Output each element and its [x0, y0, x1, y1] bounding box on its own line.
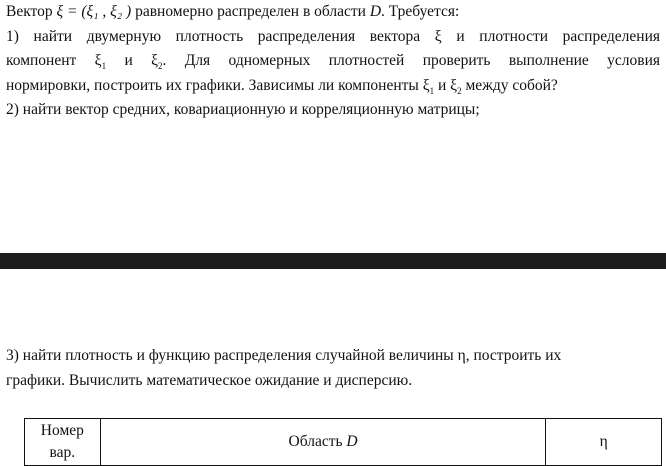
task-item-1-line-1: 1) найти двумерную плотность распределения вектора ξ и плотности распределения [6, 27, 660, 45]
header-region: Область D [100, 419, 546, 466]
dependence-question: нормировки, построить их графики. Зависимы ли компоненты [6, 76, 423, 94]
intro-prefix: Вектор [6, 3, 57, 20]
table-header-row [25, 419, 662, 466]
intro-middle: равномерно распределен в области [131, 3, 370, 20]
page-divider-bar [0, 253, 666, 269]
region-symbol: D [369, 3, 382, 20]
task-text-bottom [6, 344, 660, 393]
intro-suffix: . Требуется: [381, 3, 460, 20]
and-word: и [124, 52, 133, 69]
dependence-question-end: между собой? [461, 76, 558, 94]
header-eta: η [546, 419, 662, 466]
header-variant-number: Номер вар. [25, 419, 101, 466]
components-word: компонент [6, 52, 77, 69]
xi2-symbol: $\xi_2$ [450, 76, 462, 96]
xi1-symbol: $\xi_1$ [94, 52, 107, 72]
xi2-symbol: $\xi_2$ [151, 52, 163, 72]
task-intro-line [6, 0, 660, 25]
normalization-text: . Для одномерных плотностей проверить выполнение условия [162, 52, 661, 69]
task-text-top [6, 0, 660, 123]
vector-formula: ξ = (ξ₁ , ξ₂ ) [56, 3, 132, 20]
task-item-3-line-1: 3) найти плотность и функцию распределения случайной величины η, построить их [6, 347, 562, 364]
task-item-1-line-2 [6, 49, 660, 74]
xi1-symbol: $\xi_1$ [422, 76, 435, 96]
task-item-1-line-3 [6, 74, 660, 99]
task-item-3-line-2: графики. Вычислить математическое ожидание и дисперсию. [6, 371, 413, 389]
variant-table [24, 418, 662, 466]
task-item-2: 2) найти вектор средних, ковариационную и корреляционную матрицы; [6, 101, 480, 118]
and-word: и [434, 76, 451, 94]
